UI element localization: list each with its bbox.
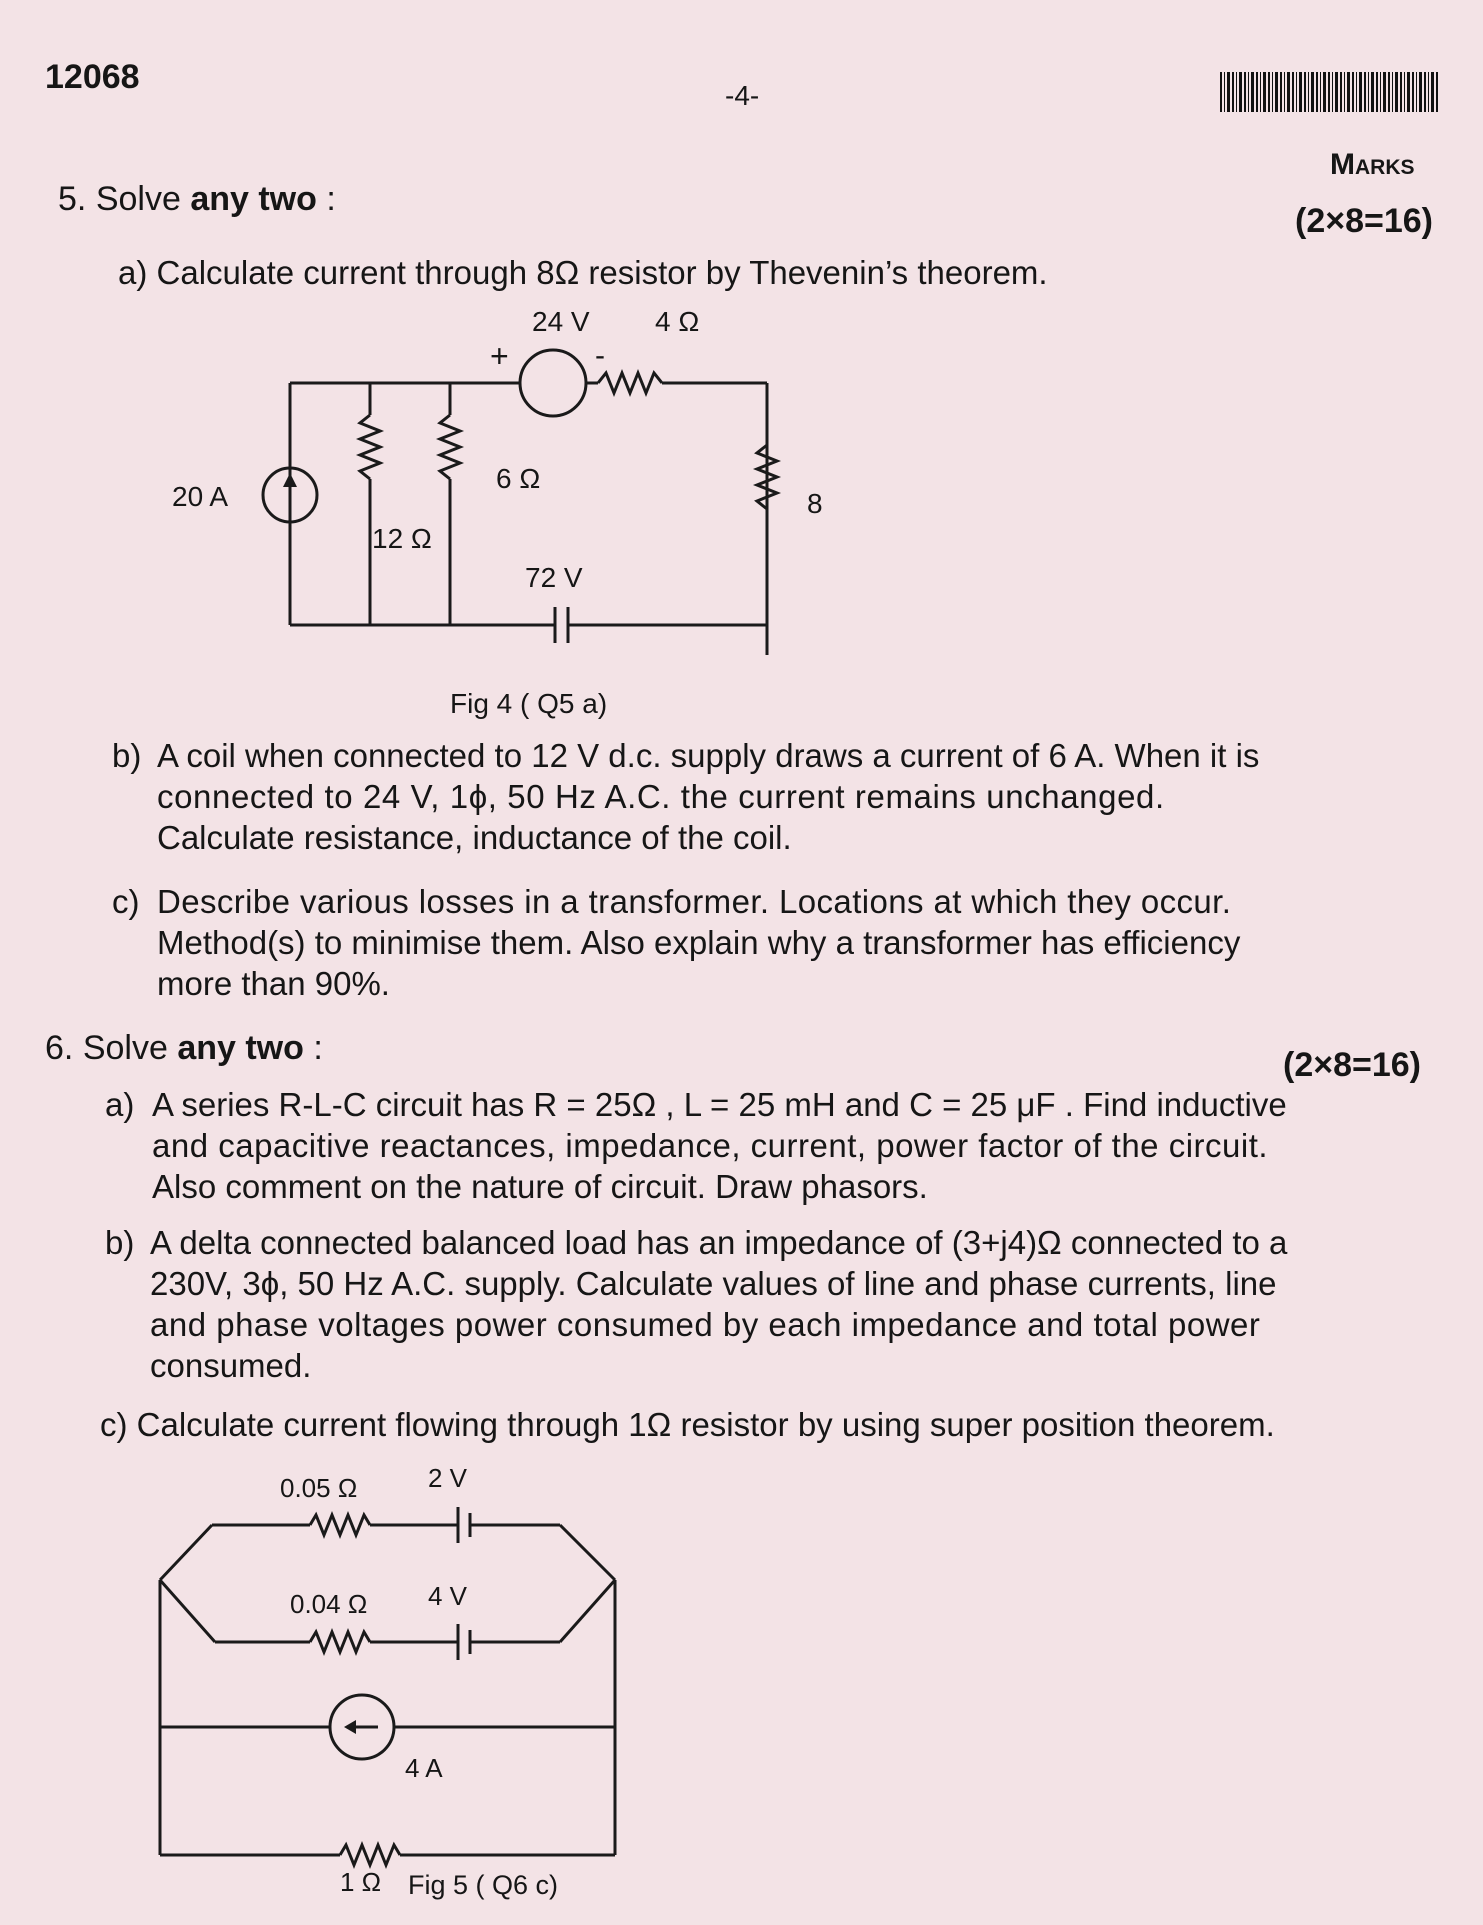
page-number: -4-	[725, 80, 760, 111]
q5b-line-2: connected to 24 V, 1ϕ, 50 Hz A.C. the current remains unchanged.	[157, 778, 1165, 815]
fig4-label-6ohm: 6 Ω	[496, 463, 541, 494]
fig4-label-4ohm: 4 Ω	[655, 306, 700, 337]
fig4-label-12ohm: 12 Ω	[372, 523, 432, 554]
q6b-line-1: A delta connected balanced load has an impedance of (3+j4)Ω connected to a	[150, 1224, 1288, 1261]
fig5-label-4v: 4 V	[428, 1581, 468, 1611]
q5-any-two: any two	[190, 180, 317, 218]
q6-number: 6.	[45, 1029, 74, 1067]
q6a-line-1: A series R-L-C circuit has R = 25Ω , L = 25 mH and C = 25 μF . Find inductive	[152, 1086, 1287, 1123]
q6-colon: :	[313, 1029, 323, 1067]
paper-code: 12068	[45, 58, 140, 96]
q5a-label: a)	[118, 254, 148, 291]
q5-marks: (2×8=16)	[1295, 202, 1433, 240]
q5c-line-3: more than 90%.	[157, 965, 390, 1002]
q6-solve: Solve	[82, 1029, 168, 1067]
q6b-label: b)	[105, 1224, 135, 1261]
fig5-label-1ohm: 1 Ω	[340, 1867, 382, 1895]
q5-heading	[58, 180, 336, 219]
fig5-drawing	[140, 1455, 660, 1895]
q5c-text	[157, 881, 1397, 1004]
barcode	[1220, 72, 1438, 112]
q6a-line-2: and capacitive reactances, impedance, current, power factor of the circuit.	[152, 1127, 1269, 1164]
fig4-caption: Fig 4 ( Q5 a)	[450, 688, 608, 719]
q5c-label: c)	[112, 883, 140, 920]
q6c-label: c)	[100, 1406, 128, 1443]
q5c-line-1: Describe various losses in a transformer. Locations at which they occur.	[157, 883, 1232, 920]
q6-marks: (2×8=16)	[1283, 1046, 1421, 1084]
q5a-text: Calculate current through 8Ω resistor by Thevenin’s theorem.	[156, 254, 1048, 291]
q6a-line-3: Also comment on the nature of circuit. Draw phasors.	[152, 1168, 928, 1205]
q6b-text	[150, 1222, 1390, 1386]
q5-solve: Solve	[95, 180, 181, 218]
q5a	[118, 252, 1048, 293]
fig4-plus: +	[490, 338, 509, 374]
fig4-label-20a: 20 A	[172, 481, 229, 512]
q6-any-two: any two	[177, 1029, 304, 1067]
fig5-label-2v: 2 V	[428, 1463, 468, 1493]
q5-number: 5.	[58, 180, 87, 218]
fig4-minus: -	[595, 339, 605, 372]
q5c-line-2: Method(s) to minimise them. Also explain why a transformer has efficiency	[157, 924, 1241, 961]
q5b-line-3: Calculate resistance, inductance of the coil.	[157, 819, 792, 856]
fig4-label-72v: 72 V	[525, 562, 583, 593]
q6a-text	[152, 1084, 1392, 1207]
q6a-label: a)	[105, 1086, 135, 1123]
q5b-label: b)	[112, 737, 142, 774]
fig4-label-8: 8	[807, 488, 823, 519]
q6b-line-2: 230V, 3ϕ, 50 Hz A.C. supply. Calculate values of line and phase currents, line	[150, 1265, 1277, 1302]
q6c-text: Calculate current flowing through 1Ω resistor by using super position theorem.	[136, 1406, 1275, 1443]
fig5-label-4a: 4 A	[405, 1753, 443, 1783]
fig4-label-24v: 24 V	[532, 306, 590, 337]
q6-heading	[45, 1029, 323, 1068]
fig5-label-005ohm: 0.05 Ω	[280, 1473, 358, 1503]
marks-heading: Marks	[1330, 148, 1415, 181]
fig5-label-004ohm: 0.04 Ω	[290, 1589, 368, 1619]
q5b-line-1: A coil when connected to 12 V d.c. supply draws a current of 6 A. When it is	[157, 737, 1260, 774]
q6b-line-4: consumed.	[150, 1347, 312, 1384]
q6b-line-3: and phase voltages power consumed by each impedance and total power	[150, 1306, 1261, 1343]
fig4-drawing	[150, 295, 850, 725]
fig5-caption: Fig 5 ( Q6 c)	[408, 1870, 559, 1900]
q6c	[100, 1404, 1275, 1445]
q5-colon: :	[326, 180, 336, 218]
q5b-text	[157, 735, 1397, 858]
